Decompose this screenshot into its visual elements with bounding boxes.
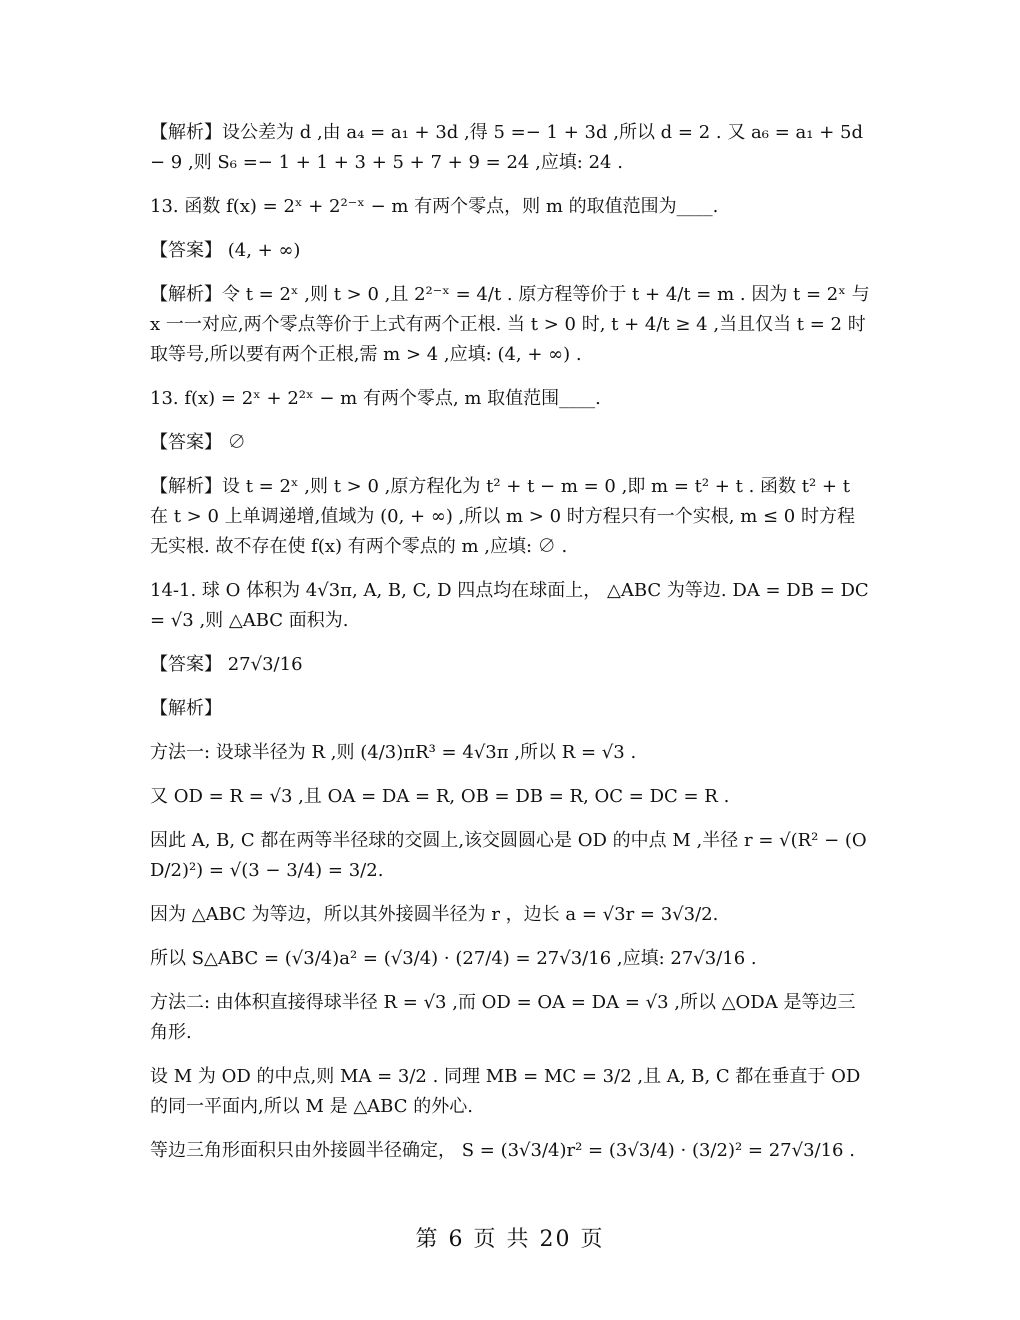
analysis-13b: 【解析】设 t = 2ˣ ,则 t > 0 ,原方程化为 t² + t − m = 0 ,即 m = t² + t . 函数 t² + t 在 t > 0 上单调递增,值域为 (0, + ∞) ,所以 m > 0 时方程只有一个实根, m ≤ 0 时方程无实根. 故不存在使 f(x) 有两个零点的 m ,应填: ∅ . bbox=[150, 476, 855, 557]
page-footer: 第 6 页 共 20 页 bbox=[415, 1227, 605, 1252]
answer-13b: 【答案】 ∅ bbox=[150, 432, 246, 453]
question-14-1: 14-1. 球 O 体积为 4√3π, A, B, C, D 四点均在球面上， △ABC 为等边. DA = DB = DC = √3 ,则 △ABC 面积为. bbox=[150, 580, 869, 631]
paragraph-analysis-12: 【解析】设公差为 d ,由 a₄ = a₁ + 3d ,得 5 =− 1 + 3d ,所以 d = 2 . 又 a₆ = a₁ + 5d − 9 ,则 S₆ =− 1 + 1 + 3 + 5 + 7 + 9 = 24 ,应填: 24 . bbox=[150, 122, 863, 173]
question-13b: 13. f(x) = 2ˣ + 2²ˣ − m 有两个零点, m 取值范围____. bbox=[150, 388, 601, 409]
method-2-step-3: 等边三角形面积只由外接圆半径确定， S = (3√3/4)r² = (3√3/4) · (3/2)² = 27√3/16 . bbox=[150, 1140, 855, 1161]
method-1-step-4: 因为 △ABC 为等边，所以其外接圆半径为 r ，边长 a = √3r = 3√3/2. bbox=[150, 904, 719, 925]
question-13a: 13. 函数 f(x) = 2ˣ + 2²⁻ˣ − m 有两个零点，则 m 的取值范围为____. bbox=[150, 196, 719, 217]
method-1-step-2: 又 OD = R = √3 ,且 OA = DA = R, OB = DB = R, OC = DC = R . bbox=[150, 786, 730, 807]
method-1-step-1: 方法一: 设球半径为 R ,则 (4/3)πR³ = 4√3π ,所以 R = √3 . bbox=[150, 742, 637, 763]
analysis-13a: 【解析】令 t = 2ˣ ,则 t > 0 ,且 2²⁻ˣ = 4/t . 原方程等价于 t + 4/t = m . 因为 t = 2ˣ 与 x 一一对应,两个零点等价于上式有两个正根. 当 t > 0 时, t + 4/t ≥ 4 ,当且仅当 t = 2 时取等号,所以要有两个正根,需 m > 4 ,应填: (4, + ∞) . bbox=[150, 284, 870, 365]
page-content bbox=[150, 118, 870, 1180]
answer-13a: 【答案】 (4, + ∞) bbox=[150, 240, 301, 261]
method-2-step-2: 设 M 为 OD 的中点,则 MA = 3/2 . 同理 MB = MC = 3/2 ,且 A, B, C 都在垂直于 OD 的同一平面内,所以 M 是 △ABC 的外心. bbox=[150, 1066, 861, 1117]
method-2-step-1: 方法二: 由体积直接得球半径 R = √3 ,而 OD = OA = DA = √3 ,所以 △ODA 是等边三角形. bbox=[150, 992, 856, 1043]
method-1-step-5: 所以 S△ABC = (√3/4)a² = (√3/4) · (27/4) = 27√3/16 ,应填: 27√3/16 . bbox=[150, 948, 757, 969]
analysis-14-1-heading: 【解析】 bbox=[150, 698, 222, 719]
method-1-step-3: 因此 A, B, C 都在两等半径球的交圆上,该交圆圆心是 OD 的中点 M ,半径 r = √(R² − (OD/2)²) = √(3 − 3/4) = 3/2. bbox=[150, 830, 867, 881]
answer-14-1: 【答案】 27√3/16 bbox=[150, 654, 303, 675]
